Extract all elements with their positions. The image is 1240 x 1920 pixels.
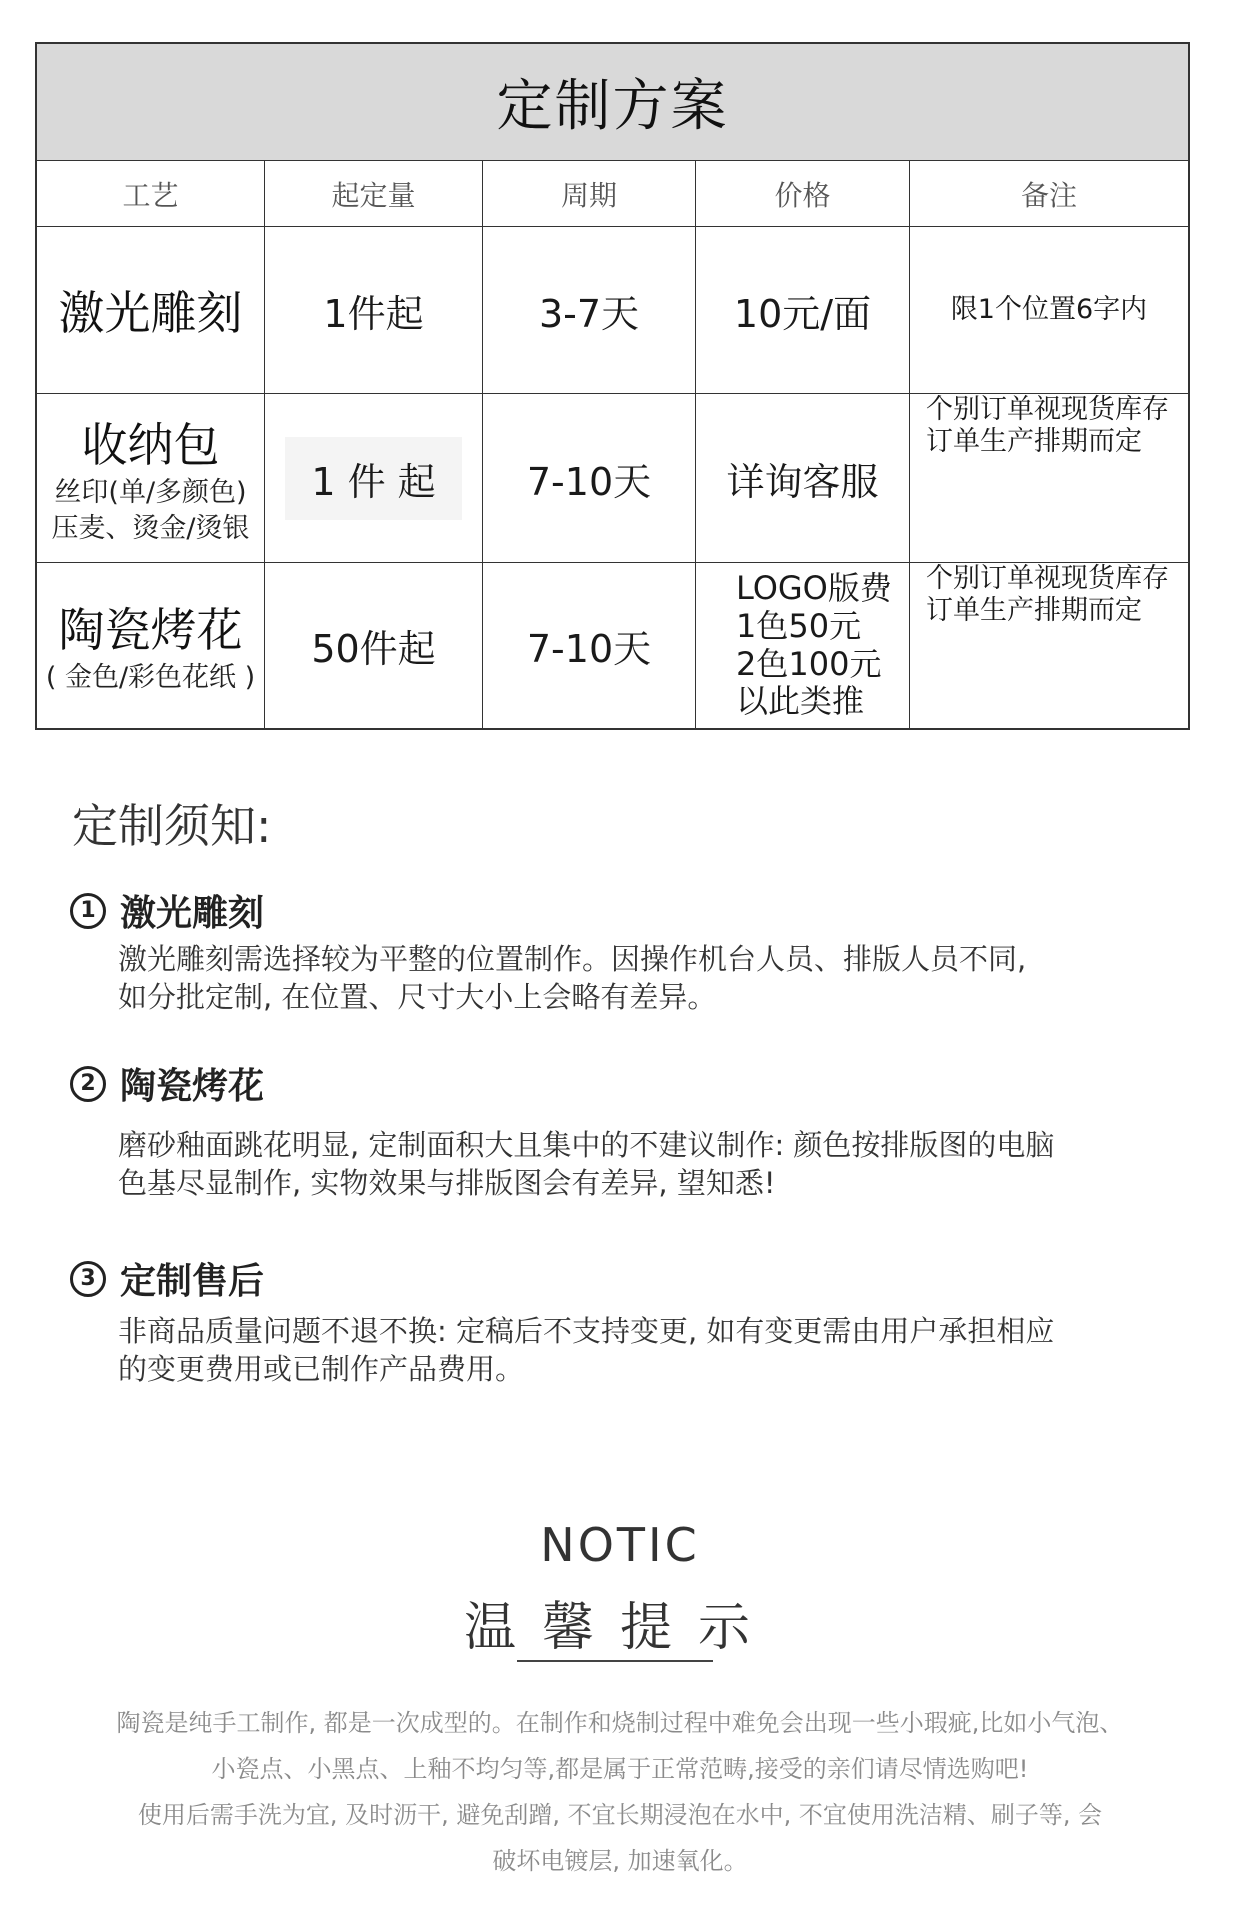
row3-price-line-3: 2色100元 <box>736 644 882 683</box>
row3-craft <box>37 563 265 728</box>
row2-craft-name: 收纳包 <box>81 417 220 472</box>
row3-note-line-1: 个别订单视现货库存 <box>926 563 1169 594</box>
circled-number-2-icon: 2 <box>70 1066 106 1102</box>
table-grid <box>37 161 1188 728</box>
notice-item-3-line-1: 非商品质量问题不退不换: 定稿后不支持变更, 如有变更需由用户承担相应 <box>118 1314 1055 1348</box>
notice-item-2-label: 陶瓷烤花 <box>120 1066 265 1107</box>
header-price: 价格 <box>696 161 910 227</box>
customization-plan-table <box>35 42 1190 730</box>
row2-min-value: 1 件 起 <box>285 437 461 520</box>
circled-number-1-icon: 1 <box>70 893 106 929</box>
row3-craft-name: 陶瓷烤花 <box>58 603 243 658</box>
row1-min: 1件起 <box>265 227 483 394</box>
header-min-quantity: 起定量 <box>265 161 483 227</box>
row3-craft-sub: ( 金色/彩色花纸 ) <box>45 662 256 694</box>
row3-min: 50件起 <box>265 563 483 728</box>
notice-item-3-line-2: 的变更费用或已制作产品费用。 <box>118 1352 525 1386</box>
tips-title-cn: 温馨提示 <box>463 1598 776 1658</box>
header-remarks: 备注 <box>910 161 1188 227</box>
row1-craft: 激光雕刻 <box>37 227 265 394</box>
table-title: 定制方案 <box>37 44 1188 161</box>
row2-craft-sub-2: 压麦、烫金/烫银 <box>51 513 250 544</box>
tips-line-3: 使用后需手洗为宜, 及时沥干, 避免刮蹭, 不宜长期浸泡在水中, 不宜使用洗洁精、刷子等, 会 <box>137 1801 1103 1829</box>
notice-item-3-label: 定制售后 <box>120 1261 265 1302</box>
row3-note-line-2: 订单生产排期而定 <box>926 595 1142 627</box>
circled-number-3-icon: 3 <box>70 1261 106 1297</box>
header-cycle: 周期 <box>483 161 696 227</box>
row2-cycle: 7-10天 <box>483 394 696 563</box>
row2-min <box>265 394 483 563</box>
row2-note-line-2: 订单生产排期而定 <box>926 426 1142 458</box>
notice-item-1-line-1: 激光雕刻需选择较为平整的位置制作。因操作机台人员、排版人员不同, <box>118 942 1027 976</box>
notice-item-2-line-2: 色基尽显制作, 实物效果与排版图会有差异, 望知悉! <box>118 1166 776 1200</box>
row3-price-line-1: LOGO版费 <box>736 569 892 607</box>
tips-line-1: 陶瓷是纯手工制作, 都是一次成型的。在制作和烧制过程中难免会出现一些小瑕疵,比如小气泡、 <box>116 1709 1124 1737</box>
row3-cycle: 7-10天 <box>483 563 696 728</box>
tips-title-en: NOTIC <box>540 1518 700 1572</box>
notice-item-1-line-2: 如分批定制, 在位置、尺寸大小上会略有差异。 <box>118 980 717 1014</box>
row3-price <box>696 563 910 728</box>
notice-item-1-label: 激光雕刻 <box>120 893 265 934</box>
row2-note-line-1: 个别订单视现货库存 <box>926 394 1169 425</box>
notice-item-1-title <box>70 885 264 936</box>
notice-item-3-title <box>70 1253 264 1304</box>
row3-price-line-4: 以此类推 <box>736 682 865 721</box>
row1-note: 限1个位置6字内 <box>910 227 1188 394</box>
row3-note <box>910 563 1188 728</box>
row2-craft <box>37 394 265 563</box>
notice-heading: 定制须知: <box>72 799 272 853</box>
notice-item-2-title <box>70 1058 264 1109</box>
tips-divider <box>517 1660 713 1662</box>
tips-line-4: 破坏电镀层, 加速氧化。 <box>492 1847 748 1875</box>
header-craft: 工艺 <box>37 161 265 227</box>
row1-price: 10元/面 <box>696 227 910 394</box>
notice-item-1-body <box>118 940 1178 1016</box>
notice-item-3-body <box>118 1312 1178 1388</box>
row2-craft-sub-1: 丝印(单/多颜色) <box>54 476 247 508</box>
row2-price: 详询客服 <box>696 394 910 563</box>
row3-price-line-2: 1色50元 <box>736 606 862 645</box>
row1-cycle: 3-7天 <box>483 227 696 394</box>
notice-item-2-line-1: 磨砂釉面跳花明显, 定制面积大且集中的不建议制作: 颜色按排版图的电脑 <box>118 1128 1055 1162</box>
notice-item-2-body <box>118 1126 1178 1202</box>
row2-note <box>910 394 1188 563</box>
tips-line-2: 小瓷点、小黑点、上釉不均匀等,都是属于正常范畴,接受的亲们请尽情选购吧! <box>211 1755 1029 1783</box>
